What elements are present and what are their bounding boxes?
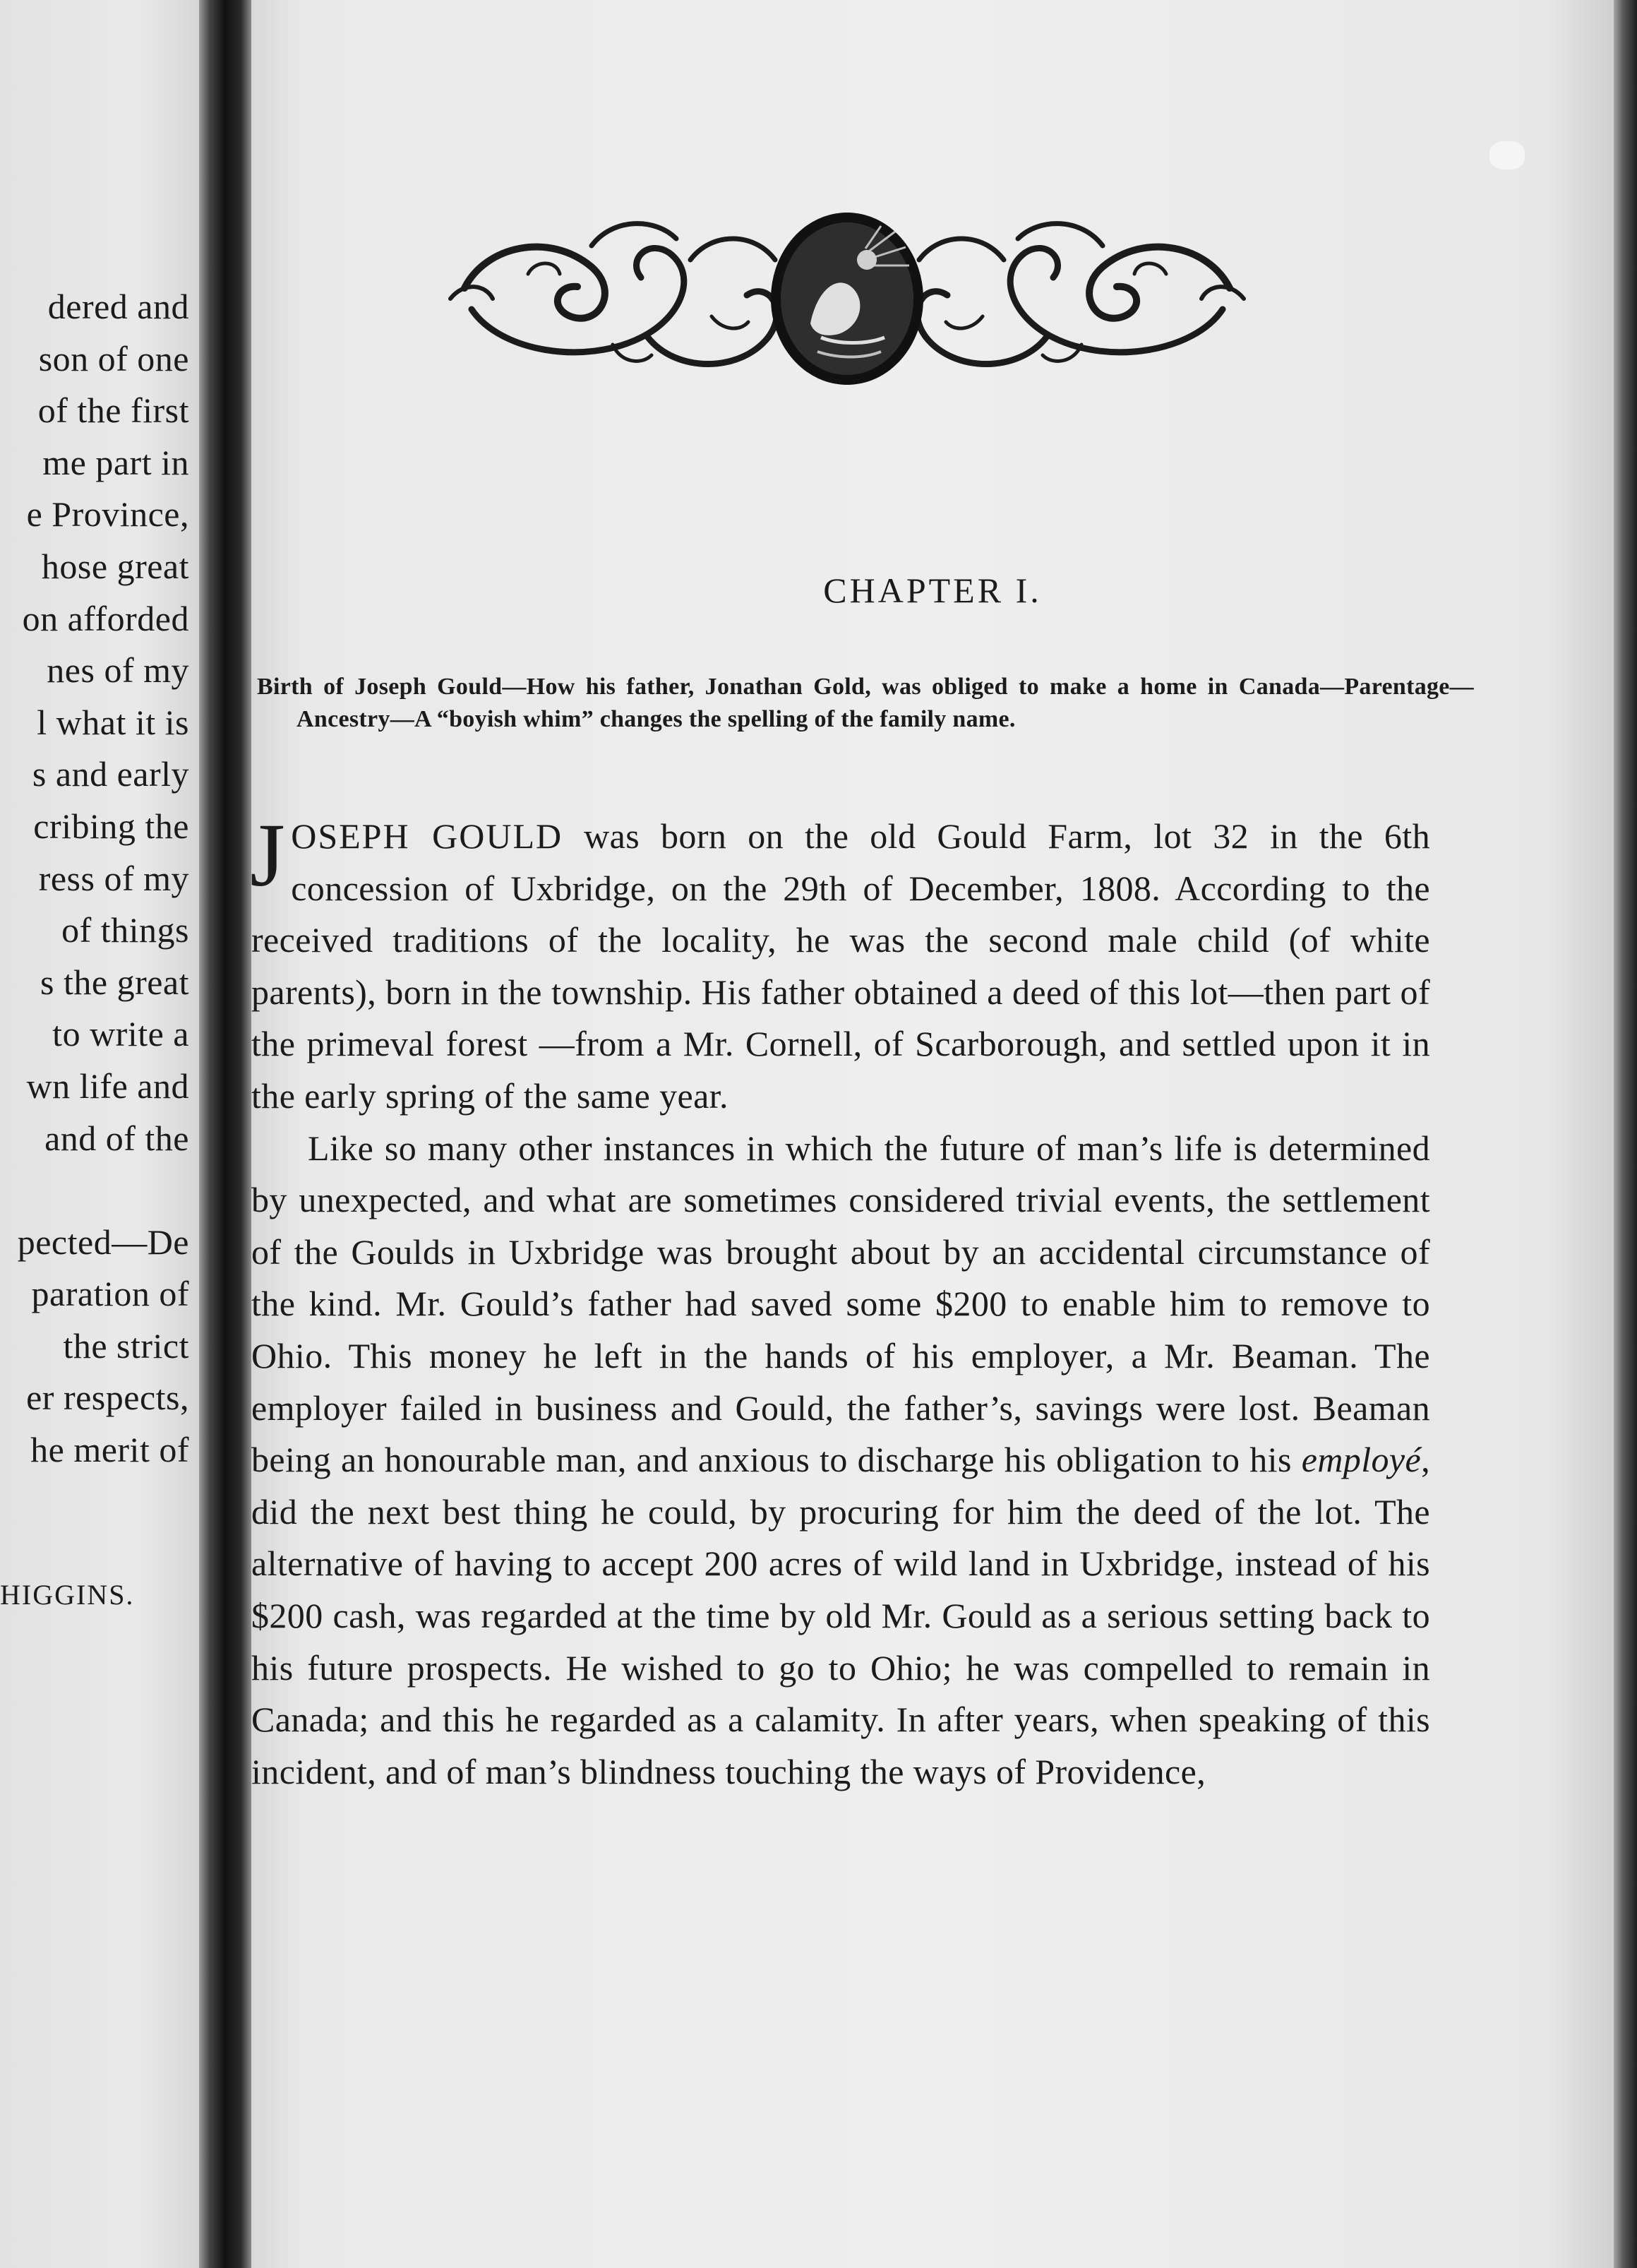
italic-word: employé <box>1301 1440 1422 1480</box>
left-line: l what it is <box>37 702 189 742</box>
drop-cap: J <box>250 805 286 905</box>
chapter-title: CHAPTER I. <box>823 571 1042 610</box>
paragraph <box>251 1123 1430 1798</box>
left-line: ress of my <box>38 858 189 898</box>
left-line: s and early <box>32 754 189 794</box>
left-line: cribing the <box>33 806 189 846</box>
paragraph-text: was born on the old Gould Farm, lot 32 in the 6th concession of Uxbridge, on the 29th of December, 1808. According to the received traditions of the locality, he was the second male child (of white parents), born in the township. His father obtained a deed of this lot—then part of the primeval forest —from a Mr. Cornell, of Scarborough, and settled upon it in the early spring of the same year. <box>251 816 1430 1116</box>
body-text <box>250 805 1430 1798</box>
opening-words: OSEPH GOULD <box>291 816 563 856</box>
left-line: of things <box>61 910 189 950</box>
left-line: hose great <box>41 546 189 586</box>
page-edge-shadow <box>1614 0 1637 2268</box>
left-line: on afforded <box>22 598 189 638</box>
left-page-text <box>18 281 189 1476</box>
paragraph <box>250 805 1430 1123</box>
book-gutter <box>199 0 251 2268</box>
left-line: and of the <box>44 1118 189 1158</box>
left-line-gap <box>18 1164 189 1217</box>
left-line: me part in <box>42 442 189 482</box>
left-line: dered and <box>47 287 189 326</box>
left-page-signature: HIGGINS. <box>0 1579 135 1611</box>
chapter-summary: Birth of Joseph Gould—How his father, Jonathan Gold, was obliged to make a home in Canada—Parentage—Ancestry—A “boyish whim” changes the spelling of the family name. <box>257 674 1474 732</box>
left-line: to write a <box>52 1014 189 1054</box>
paragraph-text: , did the next best thing he could, by procuring for him the deed of the lot. The alternative of having to accept 200 acres of wild land in Uxbridge, instead of his $200 cash, was regarded at the time by old Mr. Gould as a serious setting back to his future prospects. He wished to go to Ohio; he was compelled to remain in Canada; and this he regarded as a calamity. In after years, when speaking of this incident, and of man’s blindness touching the ways of Providence, <box>251 1440 1430 1791</box>
left-line: of the first <box>37 390 189 431</box>
left-line: he merit of <box>30 1430 189 1470</box>
left-line: nes of my <box>47 650 189 691</box>
left-line: er respects, <box>26 1378 189 1418</box>
left-line: the strict <box>63 1325 189 1366</box>
scan-speck <box>1489 141 1525 169</box>
paragraph-text: Like so many other instances in which the future of man’s life is determined by unexpected, and what are sometimes considered trivial events, the settlement of the Goulds in Uxbridge was brought about by an accidental circumstance of the kind. Mr. Gould’s father had saved some $200 to enable him to remove to Ohio. This money he left in the hands of his employer, a Mr. Beaman. The employer failed in business and Gould, the father’s, savings were lost. Beaman being an honourable man, and anxious to discharge his obligation to his <box>251 1128 1430 1480</box>
left-line: son of one <box>38 338 189 378</box>
left-line: wn life and <box>26 1066 189 1106</box>
left-line: paration of <box>31 1274 189 1314</box>
left-line: e Province, <box>26 494 189 535</box>
left-page-fragment <box>0 0 199 2268</box>
ornamental-headpiece <box>443 203 1251 394</box>
left-line: pected—De <box>17 1222 189 1262</box>
left-line: s the great <box>40 962 189 1002</box>
